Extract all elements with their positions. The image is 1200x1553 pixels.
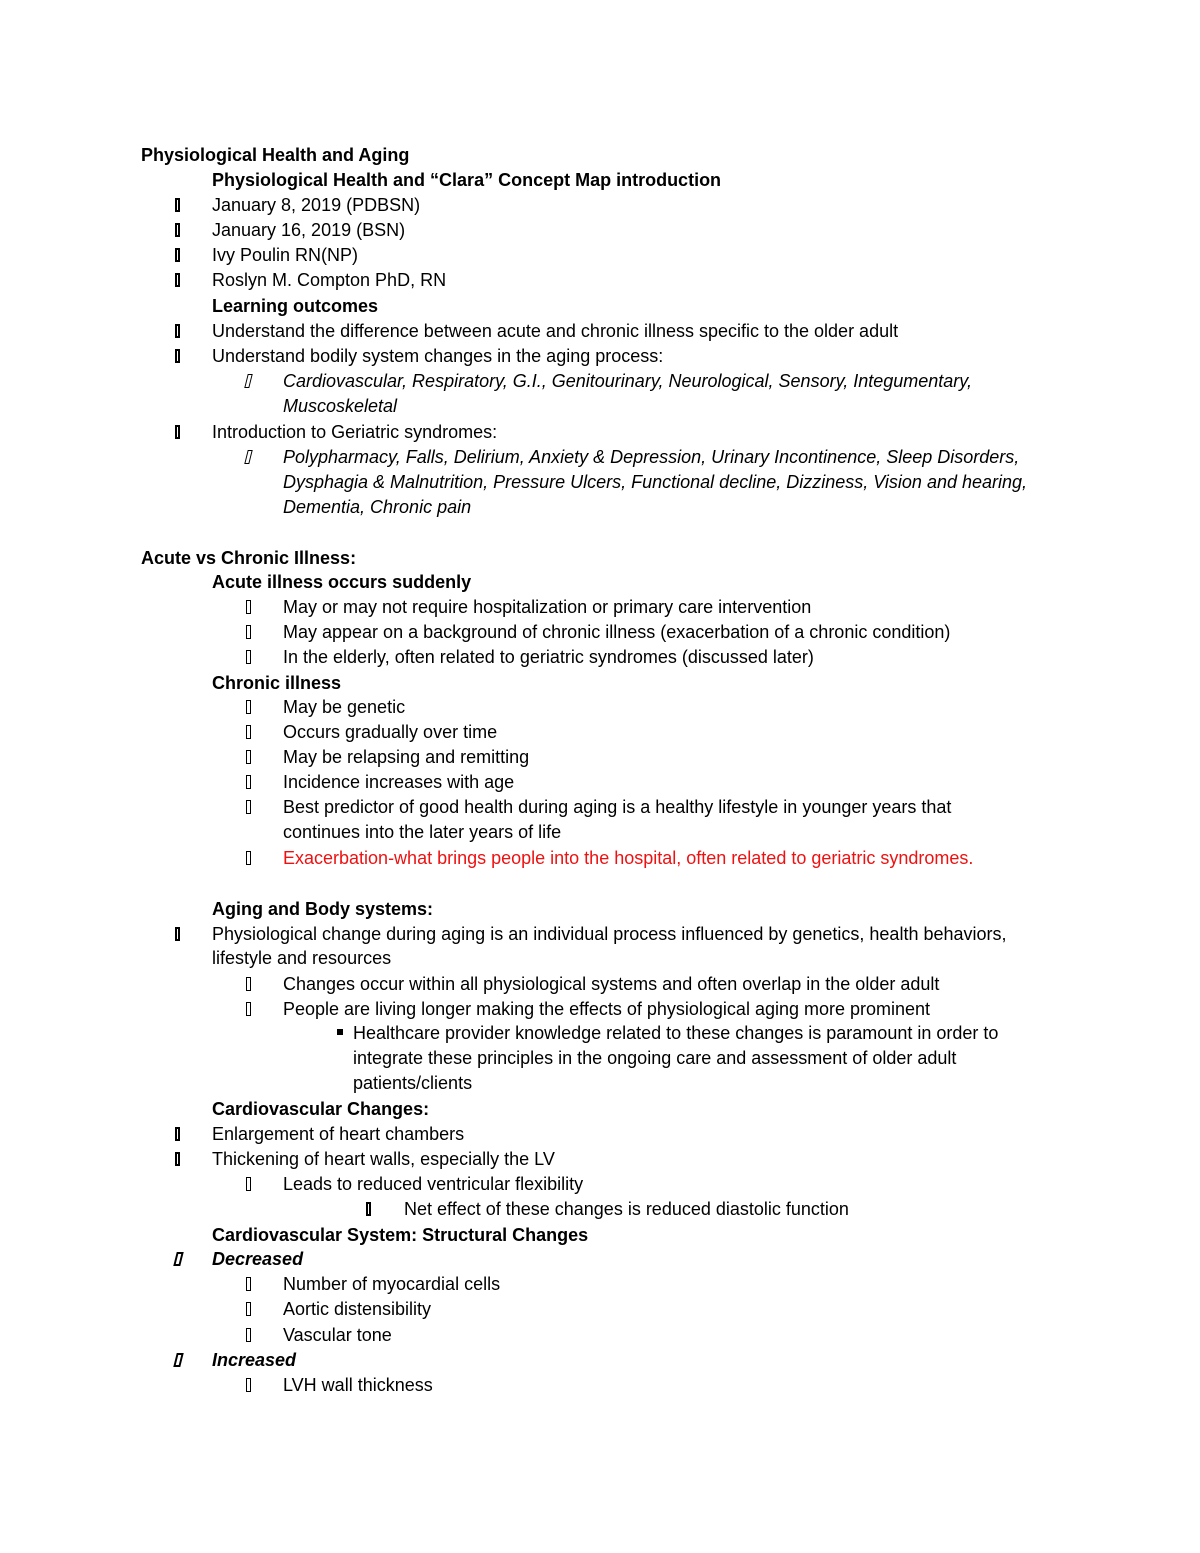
list-item: Best predictor of good health during aging is a healthy lifestyle in younger years that <box>283 797 952 817</box>
bullet-icon <box>246 599 256 615</box>
list-item-continuation: continues into the later years of life <box>283 822 562 842</box>
bullet-icon <box>175 1126 185 1142</box>
list-item-continuation: Muscoskeletal <box>283 396 398 416</box>
section-title: Acute vs Chronic Illness: <box>141 548 357 568</box>
list-item: Roslyn M. Compton PhD, RN <box>212 270 447 290</box>
bullet-icon <box>366 1201 376 1217</box>
cardio-heading: Cardiovascular Changes: <box>212 1099 430 1119</box>
bullet-icon <box>246 1276 256 1292</box>
bullet-icon <box>175 1151 185 1167</box>
chronic-heading: Chronic illness <box>212 673 342 693</box>
list-item: Net effect of these changes is reduced diastolic function <box>404 1199 849 1219</box>
list-item-continuation: patients/clients <box>353 1073 473 1093</box>
bullet-icon <box>246 373 256 389</box>
list-item: Physiological change during aging is an individual process influenced by genetics, health behaviors, <box>212 924 1007 944</box>
list-item: January 16, 2019 (BSN) <box>212 220 406 240</box>
list-item: Incidence increases with age <box>283 772 515 792</box>
list-item: Ivy Poulin RN(NP) <box>212 245 359 265</box>
bullet-icon <box>246 449 256 465</box>
list-item-continuation: Dementia, Chronic pain <box>283 497 472 517</box>
list-item: Enlargement of heart chambers <box>212 1124 465 1144</box>
list-item: Thickening of heart walls, especially the LV <box>212 1149 555 1169</box>
list-item: Changes occur within all physiological systems and often overlap in the older adult <box>283 974 940 994</box>
list-item-continuation: Dysphagia & Malnutrition, Pressure Ulcers, Functional decline, Dizziness, Vision and hearing, <box>283 472 1028 492</box>
increased-label: Increased <box>212 1350 297 1370</box>
structural-heading: Cardiovascular System: Structural Changes <box>212 1225 589 1245</box>
list-item: Leads to reduced ventricular flexibility <box>283 1174 584 1194</box>
bullet-icon <box>175 926 185 942</box>
list-item: Healthcare provider knowledge related to these changes is paramount in order to <box>353 1023 999 1043</box>
bullet-icon <box>175 272 185 288</box>
bullet-icon <box>246 749 256 765</box>
aging-heading: Aging and Body systems: <box>212 899 434 919</box>
bullet-icon <box>175 222 185 238</box>
bullet-icon <box>246 976 256 992</box>
list-item: May appear on a background of chronic illness (exacerbation of a chronic condition) <box>283 622 951 642</box>
list-item: January 8, 2019 (PDBSN) <box>212 195 421 215</box>
bullet-icon <box>246 624 256 640</box>
list-item: Occurs gradually over time <box>283 722 498 742</box>
list-item: In the elderly, often related to geriatric syndromes (discussed later) <box>283 647 814 667</box>
list-item: Understand the difference between acute and chronic illness specific to the older adult <box>212 321 899 341</box>
bullet-icon <box>246 799 256 815</box>
list-item-continuation: integrate these principles in the ongoing care and assessment of older adult <box>353 1048 957 1068</box>
acute-heading: Acute illness occurs suddenly <box>212 572 472 592</box>
list-item: People are living longer making the effects of physiological aging more prominent <box>283 999 931 1019</box>
list-item: Cardiovascular, Respiratory, G.I., Genitourinary, Neurological, Sensory, Integumentary, <box>283 371 972 391</box>
bullet-icon <box>246 1176 256 1192</box>
bullet-icon <box>175 424 185 440</box>
decreased-label: Decreased <box>212 1249 304 1269</box>
bullet-icon <box>246 1327 256 1343</box>
list-item: LVH wall thickness <box>283 1375 433 1395</box>
bullet-icon <box>175 323 185 339</box>
list-item: Aortic distensibility <box>283 1299 432 1319</box>
bullet-icon <box>246 850 256 866</box>
bullet-icon <box>246 649 256 665</box>
list-item: May be relapsing and remitting <box>283 747 530 767</box>
bullet-icon <box>175 1251 185 1267</box>
list-item-continuation: lifestyle and resources <box>212 948 392 968</box>
bullet-icon <box>246 724 256 740</box>
exacerbation-note: Exacerbation-what brings people into the hospital, often related to geriatric syndromes. <box>283 848 974 868</box>
list-item: Polypharmacy, Falls, Delirium, Anxiety & Depression, Urinary Incontinence, Sleep Disorders, <box>283 447 1020 467</box>
square-bullet-icon <box>337 1029 343 1035</box>
bullet-icon <box>175 1352 185 1368</box>
bullet-icon <box>246 1301 256 1317</box>
list-item: Understand bodily system changes in the aging process: <box>212 346 664 366</box>
bullet-icon <box>246 774 256 790</box>
intro-heading: Physiological Health and “Clara” Concept Map introduction <box>212 170 722 190</box>
list-item: Vascular tone <box>283 1325 392 1345</box>
bullet-icon <box>175 247 185 263</box>
bullet-icon <box>246 1001 256 1017</box>
list-item: Number of myocardial cells <box>283 1274 501 1294</box>
list-item: May or may not require hospitalization or primary care intervention <box>283 597 812 617</box>
bullet-icon <box>175 197 185 213</box>
list-item: Introduction to Geriatric syndromes: <box>212 422 498 442</box>
list-item: May be genetic <box>283 697 406 717</box>
bullet-icon <box>246 699 256 715</box>
bullet-icon <box>246 1377 256 1393</box>
document-title: Physiological Health and Aging <box>141 145 410 165</box>
outcomes-heading: Learning outcomes <box>212 296 379 316</box>
bullet-icon <box>175 348 185 364</box>
